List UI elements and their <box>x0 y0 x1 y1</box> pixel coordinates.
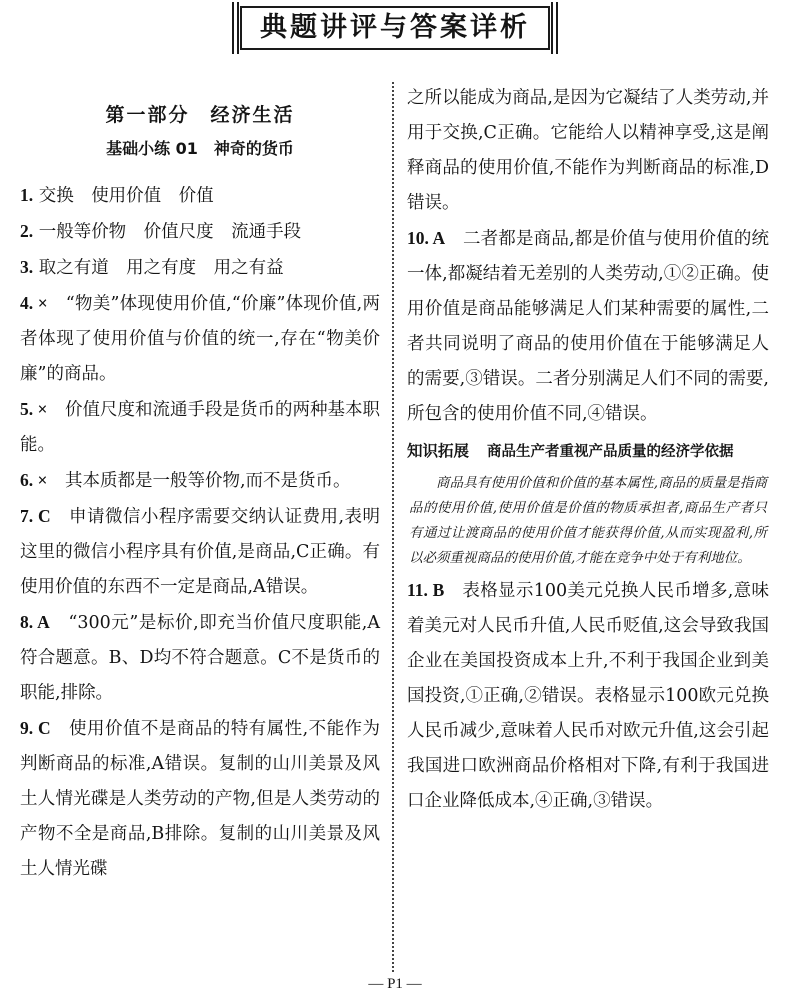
answer-item: 3. 取之有道 用之有度 用之有益 <box>20 257 284 278</box>
knowledge-extension-label: 知识拓展 <box>407 442 470 460</box>
answer-item: 2. 一般等价物 价值尺度 流通手段 <box>20 221 302 242</box>
answer-item: 9. C 使用价值不是商品的特有属性,不能作为判断商品的标准,A错误。复制的山川美景及风土人情光碟是人类劳动的产物,但是人类劳动的产物不全是商品,B排除。复制的山川美景及风土人情光碟 <box>20 718 381 879</box>
answer-item: 7. C 申请微信小程序需要交纳认证费用,表明这里的微信小程序具有价值,是商品,C正确。有使用价值的东西不一定是商品,A错误。 <box>20 506 381 597</box>
answer-item: 6. × 其本质都是一般等价物,而不是货币。 <box>20 470 351 491</box>
knowledge-extension-heading <box>407 438 769 465</box>
left-column <box>20 80 380 887</box>
answer-item: 1. 交换 使用价值 价值 <box>20 185 214 206</box>
answer-item: 5. × 价值尺度和流通手段是货币的两种基本职能。 <box>20 399 380 455</box>
answer-item: 10. A 二者都是商品,都是价值与使用价值的统一体,都凝结着无差别的人类劳动,①②正确。使用价值是商品能够满足人们某种需要的属性,二者共同说明了商品的使用价值在于能够满足人的需要,③错误。二者分别满足人们不同的需要,所包含的使用价值不同,④错误。 <box>407 228 769 424</box>
answer-item: 8. A “300元”是标价,即充当价值尺度职能,A符合题意。B、D均不符合题意。C不是货币的职能,排除。 <box>20 612 380 703</box>
knowledge-extension-title: 商品生产者重视产品质量的经济学依据 <box>487 444 734 460</box>
exercise-subtitle: 基础小练 01 神奇的货币 <box>106 139 294 158</box>
part-title: 第一部分 经济生活 <box>105 104 295 126</box>
header <box>0 6 790 46</box>
answer-item-continued: 之所以能成为商品,是因为它凝结了人类劳动,并用于交换,C正确。它能给人以精神享受,这是阐释商品的使用价值,不能作为判断商品的标准,D错误。 <box>407 88 769 213</box>
answer-item: 4. × “物美”体现使用价值,“价廉”体现价值,两者体现了使用价值与价值的统一,存在“物美价廉”的商品。 <box>20 293 380 384</box>
knowledge-extension-body: 商品具有使用价值和价值的基本属性,商品的质量是指商品的使用价值,使用价值是价值的物质承担者,商品生产者只有通过让渡商品的使用价值才能获得价值,从而实现盈利,所以必须重视商品的使用价值,才能在竞争中处于有利地位。 <box>409 475 767 566</box>
header-title: 典题讲评与答案详析 <box>240 6 550 50</box>
column-divider <box>392 82 394 972</box>
page-number: — P1 — <box>368 976 422 992</box>
answer-item: 11. B 表格显示100美元兑换人民币增多,意味着美元对人民币升值,人民币贬值,这会导致我国企业在美国投资成本上升,不利于我国企业到美国投资,①正确,②错误。表格显示100欧元兑换人民币减少,意味着人民币对欧元升值,这会引起我国进口欧洲商品价格相对下降,有利于我国进口企业降低成本,④正确,③错误。 <box>407 580 769 811</box>
right-column <box>407 80 769 819</box>
